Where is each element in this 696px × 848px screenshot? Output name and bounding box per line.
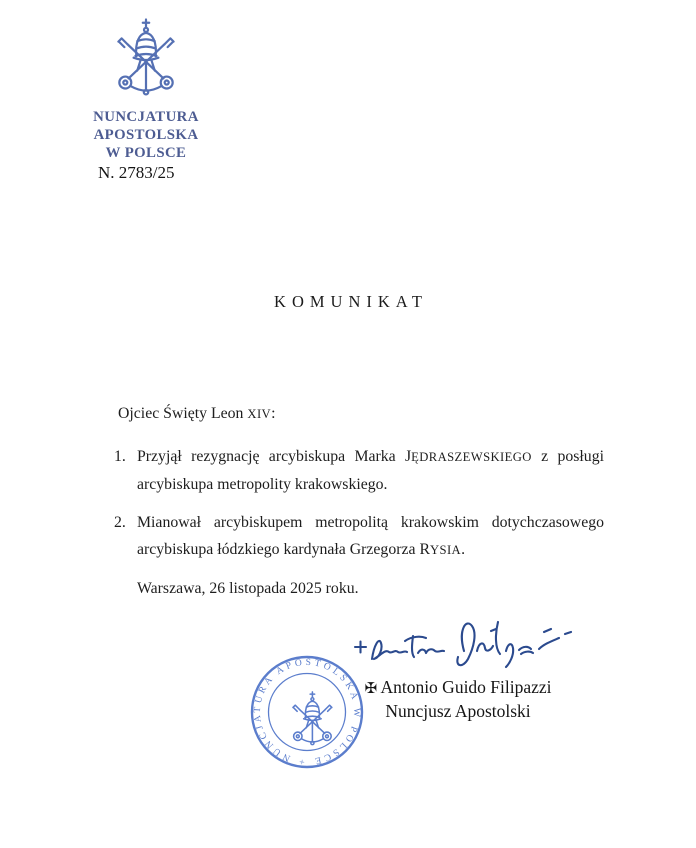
org-name-line1: NUNCJATURA APOSTOLSKA bbox=[93, 109, 199, 143]
signatory-name: Antonio Guido Filipazzi bbox=[380, 677, 552, 697]
episcopal-cross-icon: ✠ bbox=[364, 679, 378, 697]
list-item-number: 2. bbox=[114, 514, 126, 531]
list-item-number: 1. bbox=[114, 448, 126, 465]
letter-body bbox=[114, 400, 604, 602]
org-name-line2: W POLSCE bbox=[105, 145, 187, 161]
seal-center-coat-of-arms-icon bbox=[293, 692, 332, 745]
list-item-text: Mianował arcybiskupem metropolitą krakowskim dotychczasowego arcybiskupa łódzkiego kardynała Grzegorza RYSIA. bbox=[137, 514, 604, 558]
vatican-coat-of-arms-icon bbox=[100, 16, 192, 104]
seal-circular-text: + NUNCJATURA APOSTOLSKA W POLSCE bbox=[251, 656, 363, 768]
letterhead-org-name bbox=[45, 108, 247, 162]
document-title: KOMUNIKAT bbox=[274, 292, 428, 311]
signature-block bbox=[344, 676, 572, 723]
list-item bbox=[114, 509, 604, 564]
signatory-title: Nuncjusz Apostolski bbox=[385, 701, 531, 721]
handwritten-signature bbox=[344, 610, 580, 678]
signatory-name-line bbox=[344, 676, 572, 700]
salutation: Ojciec Święty Leon XIV: bbox=[118, 405, 276, 422]
list-item-text: Przyjął rezygnację arcybiskupa Marka JĘDRASZEWSKIEGO z posługi arcybiskupa metropolity krakowskiego. bbox=[137, 448, 604, 493]
reference-number: N. 2783/25 bbox=[98, 163, 175, 182]
list-item bbox=[114, 443, 604, 498]
dateline: Warszawa, 26 listopada 2025 roku. bbox=[137, 580, 359, 597]
